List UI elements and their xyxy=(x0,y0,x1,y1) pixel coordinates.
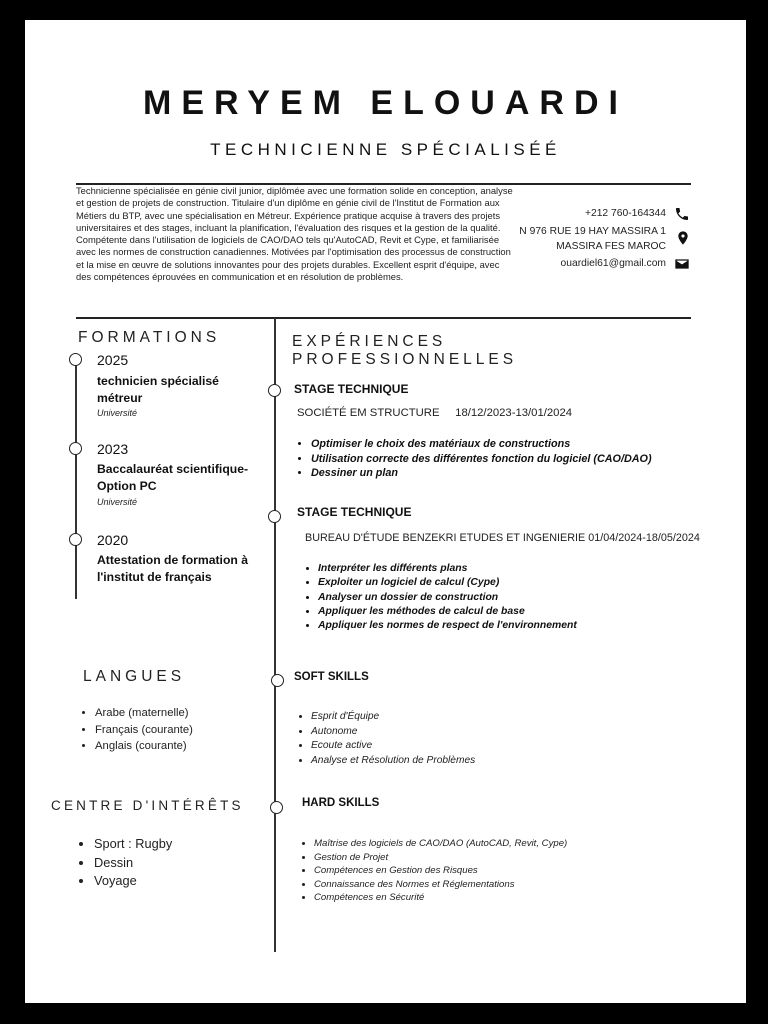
soft-skill-item: • Ecoute active xyxy=(311,739,711,754)
formation-degree: Baccalauréat scientifique-Option PC xyxy=(97,462,249,493)
experience-task: • Interpréter les différents plans xyxy=(318,562,746,576)
formation-degree: Attestation de formation à l'institut de français xyxy=(97,553,248,584)
contact-email[interactable]: ouardiel61@gmail.com xyxy=(560,258,666,269)
formation-school: Université xyxy=(97,408,138,418)
formation-year: 2023 xyxy=(97,441,129,457)
experience-marker xyxy=(268,510,281,523)
interest-item: • Sport : Rugby xyxy=(94,835,274,854)
language-item: • Français (courante) xyxy=(95,722,275,739)
experience-task: • Appliquer les normes de respect de l'environnement xyxy=(318,619,746,633)
contact-address-line1: N 976 RUE 19 HAY MASSIRA 1 xyxy=(519,226,666,237)
soft-skills-marker xyxy=(271,674,284,687)
contact-address-line2: MASSIRA FES MAROC xyxy=(556,241,666,252)
hard-skills-marker xyxy=(270,801,283,814)
hard-skills-heading: HARD SKILLS xyxy=(302,797,380,809)
experience-marker xyxy=(268,384,281,397)
experience-task: • Exploiter un logiciel de calcul (Cype) xyxy=(318,576,746,590)
mail-icon xyxy=(674,256,690,272)
job-title: TECHNICIENNE SPÉCIALISÉÉ xyxy=(210,140,561,159)
soft-skills-list xyxy=(297,710,711,768)
profile-summary: Technicienne spécialisée en génie civil junior, diplômée avec une formation solide en conception, analyse et gestion de projets de construction. Titulaire d'un diplôme en génie civil de l'Institut de Formation aux Métiers du BTP, avec une spécialisation en Métreur. Expérience pratique acquise à travers des projets universitaires et des stages, incluant la planification, l'évaluation des risques et la gestion de la qualité. Compétente dans l'utilisation de logiciels de CAO/DAO tels qu'AutoCAD, Revit et Cype, et familiarisée avec les normes de construction canadiennes. Motivées par l'optimisation des processus de construction et la mise en œuvre de solutions innovantes pour des projets durables. Excellent esprit d'équipe, avec des compétences éprouvées en communication et en résolution de problèmes. xyxy=(76,185,513,283)
soft-skills-heading: SOFT SKILLS xyxy=(294,671,369,683)
hard-skill-item: • Connaissance des Normes et Réglementations xyxy=(314,878,734,892)
langues-list xyxy=(75,705,275,755)
experience-task: • Utilisation correcte des différentes fonction du logiciel (CAO/DAO) xyxy=(311,452,746,467)
experiences-heading-line1: EXPÉRIENCES xyxy=(292,333,447,350)
experience-title: STAGE TECHNIQUE xyxy=(294,382,409,396)
experience-task-list xyxy=(302,562,746,633)
hard-skills-list xyxy=(300,837,734,905)
hard-skill-item: • Maîtrise des logiciels de CAO/DAO (AutoCAD, Revit, Cype) xyxy=(314,837,734,851)
experience-company: BUREAU D'ÉTUDE BENZEKRI ETUDES ET INGENIERIE 01/04/2024-18/05/2024 xyxy=(305,532,700,544)
interets-list xyxy=(74,835,274,891)
formations-heading: FORMATIONS xyxy=(78,329,221,346)
contact-phone: +212 760-164344 xyxy=(584,208,666,219)
formation-marker xyxy=(69,442,82,455)
experience-title: STAGE TECHNIQUE xyxy=(297,505,412,519)
location-pin-icon xyxy=(675,230,691,246)
hard-skill-item: • Gestion de Projet xyxy=(314,851,734,865)
formations-timeline xyxy=(75,360,77,599)
experience-task: • Optimiser le choix des matériaux de constructions xyxy=(311,437,746,452)
formation-marker xyxy=(69,533,82,546)
soft-skill-item: • Esprit d'Équipe xyxy=(311,710,711,725)
interets-heading: CENTRE D'INTÉRÊTS xyxy=(51,798,244,813)
experience-task: • Dessiner un plan xyxy=(311,466,746,481)
formation-marker xyxy=(69,353,82,366)
hard-skill-item: • Compétences en Sécurité xyxy=(314,891,734,905)
experiences-heading-line2: PROFESSIONNELLES xyxy=(292,351,518,368)
experience-company: SOCIÉTÉ EM STRUCTURE 18/12/2023-13/01/2024 xyxy=(297,407,573,419)
experience-task: • Analyser un dossier de construction xyxy=(318,591,746,605)
formation-year: 2025 xyxy=(97,352,129,368)
langues-heading: LANGUES xyxy=(83,668,186,685)
soft-skill-item: • Autonome xyxy=(311,725,711,740)
experience-task-list xyxy=(295,437,746,481)
experience-timeline xyxy=(274,318,276,952)
interest-item: • Dessin xyxy=(94,854,274,873)
experience-task: • Appliquer les méthodes de calcul de base xyxy=(318,605,746,619)
language-item: • Anglais (courante) xyxy=(95,738,275,755)
summary-divider xyxy=(76,317,691,319)
soft-skill-item: • Analyse et Résolution de Problèmes xyxy=(311,754,711,769)
candidate-name: MERYEM ELOUARDI xyxy=(143,84,628,122)
hard-skill-item: • Compétences en Gestion des Risques xyxy=(314,864,734,878)
formation-year: 2020 xyxy=(97,532,129,548)
formation-school: Université xyxy=(97,497,138,507)
interest-item: • Voyage xyxy=(94,872,274,891)
phone-icon xyxy=(674,206,690,222)
language-item: • Arabe (maternelle) xyxy=(95,705,275,722)
resume-page xyxy=(25,20,746,1003)
formation-degree: technicien spécialisé métreur xyxy=(97,374,219,405)
